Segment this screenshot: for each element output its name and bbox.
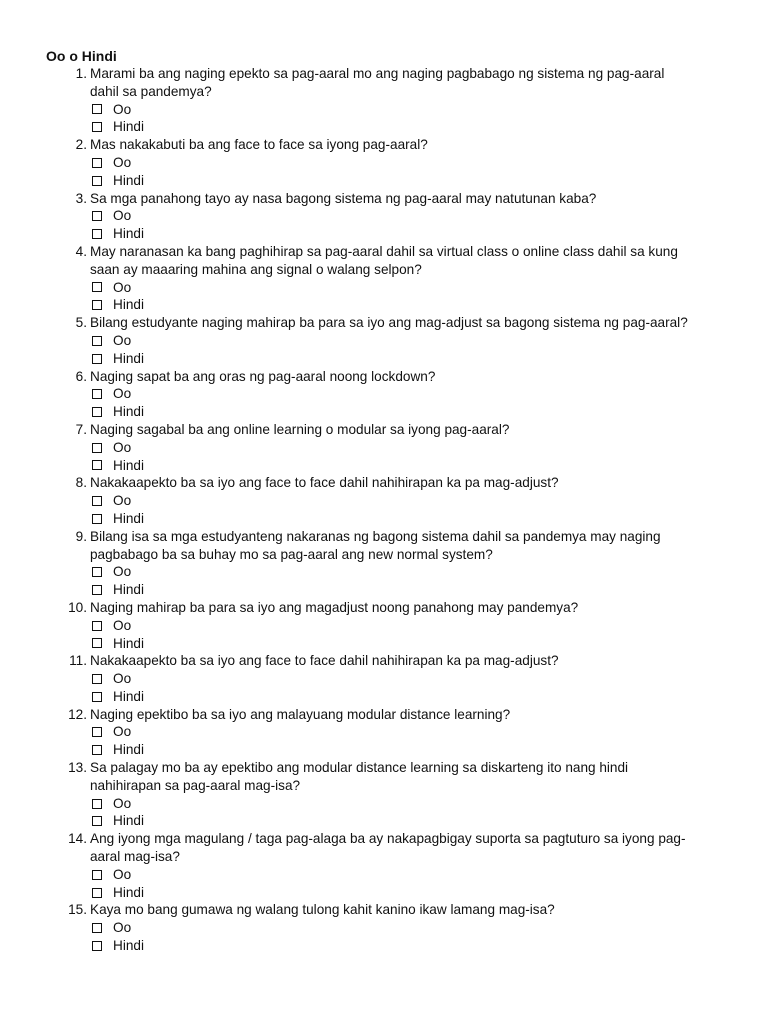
question-number: 12. — [68, 706, 87, 722]
option-label: Oo — [113, 866, 132, 882]
checkbox[interactable] — [92, 122, 102, 132]
checkbox[interactable] — [92, 514, 102, 524]
question-item — [0, 830, 768, 901]
question-text: Sa palagay mo ba ay epektibo ang modular distance learning sa diskarteng ito nang hindi nahihirapan sa pag-aaral mag-isa? — [90, 760, 629, 793]
answer-option-oo — [92, 279, 768, 297]
option-label: Hindi — [113, 688, 144, 704]
checkbox[interactable] — [92, 282, 102, 292]
question-text: Nakakaapekto ba sa iyo ang face to face dahil nahihirapan ka pa mag-adjust? — [90, 653, 559, 669]
answer-option-oo — [92, 154, 768, 172]
answer-option-oo — [92, 866, 768, 884]
question-text: Marami ba ang naging epekto sa pag-aaral mo ang naging pagbabago ng sistema ng pag-aaral dahil sa pandemya? — [90, 66, 665, 99]
option-label: Hindi — [113, 119, 144, 135]
question-item — [0, 243, 768, 314]
answer-option-oo — [92, 101, 768, 119]
question-text: Ang iyong mga magulang / taga pag-alaga ba ay nakapagbigay suporta sa pagtuturo sa iyong pag-aaral mag-isa? — [90, 831, 686, 865]
question-item — [0, 528, 768, 599]
question-text: Bilang isa sa mga estudyanteng nakaranas ng bagong sistema dahil sa pandemya may naging pagbabago ba sa buhay mo sa pag-aaral ang new normal system? — [90, 528, 661, 562]
checkbox[interactable] — [92, 336, 102, 346]
checkbox[interactable] — [92, 104, 102, 114]
question-text: Sa mga panahong tayo ay nasa bagong sistema ng pag-aaral may natutunan kaba? — [90, 190, 597, 206]
question-text: Nakakaapekto ba sa iyo ang face to face dahil nahihirapan ka pa mag-adjust? — [90, 475, 559, 491]
option-label: Oo — [113, 795, 132, 811]
option-label: Hindi — [113, 404, 144, 420]
answer-option-hindi — [92, 457, 768, 475]
question-list — [0, 65, 768, 955]
question-item — [0, 599, 768, 652]
answer-option-oo — [92, 795, 768, 813]
option-label: Oo — [113, 671, 132, 687]
checkbox[interactable] — [92, 460, 102, 470]
checkbox[interactable] — [92, 567, 102, 577]
question-number: 4. — [75, 243, 87, 259]
checkbox[interactable] — [92, 496, 102, 506]
checkbox[interactable] — [92, 389, 102, 399]
checkbox[interactable] — [92, 211, 102, 221]
answer-option-oo — [92, 207, 768, 225]
answer-option-hindi — [92, 635, 768, 653]
question-item — [0, 368, 768, 421]
answer-option-hindi — [92, 296, 768, 314]
option-label: Hindi — [113, 172, 144, 188]
answer-option-oo — [92, 385, 768, 403]
question-text: Naging epektibo ba sa iyo ang malayuang modular distance learning? — [90, 706, 511, 722]
checkbox[interactable] — [92, 176, 102, 186]
question-number: 1. — [75, 66, 87, 81]
question-item — [0, 314, 768, 367]
answer-option-oo — [92, 670, 768, 688]
option-label: Hindi — [113, 938, 144, 954]
question-number: 5. — [75, 315, 87, 331]
checkbox[interactable] — [92, 941, 102, 951]
checkbox[interactable] — [92, 158, 102, 168]
checkbox[interactable] — [92, 585, 102, 595]
answer-option-hindi — [92, 741, 768, 759]
option-label: Oo — [113, 920, 132, 936]
question-number: 7. — [75, 421, 87, 437]
answer-option-hindi — [92, 812, 768, 830]
answer-option-hindi — [92, 688, 768, 706]
checkbox[interactable] — [92, 300, 102, 310]
question-text: Naging sapat ba ang oras ng pag-aaral noong lockdown? — [90, 368, 436, 384]
checkbox[interactable] — [92, 354, 102, 364]
answer-option-oo — [92, 919, 768, 937]
question-item — [0, 706, 768, 759]
checkbox[interactable] — [92, 692, 102, 702]
page-title: Oo o Hindi — [46, 48, 117, 64]
question-item — [0, 136, 768, 189]
option-label: Hindi — [113, 226, 144, 242]
question-text: May naranasan ka bang paghihirap sa pag-aaral dahil sa virtual class o online class dahil sa kung saan ay maaaring mahina ang signal o walang selpon? — [90, 243, 678, 277]
question-number: 14. — [68, 831, 87, 847]
option-label: Hindi — [113, 742, 144, 758]
question-item — [0, 901, 768, 954]
question-number: 6. — [75, 368, 87, 384]
question-text: Bilang estudyante naging mahirap ba para sa iyo ang mag-adjust sa bagong sistema ng pag-aaral? — [90, 315, 688, 331]
option-label: Hindi — [113, 813, 144, 829]
question-number: 3. — [75, 190, 87, 206]
option-label: Hindi — [113, 510, 144, 526]
checkbox[interactable] — [92, 923, 102, 933]
checkbox[interactable] — [92, 638, 102, 648]
question-number: 13. — [68, 760, 87, 776]
answer-option-oo — [92, 492, 768, 510]
question-number: 10. — [68, 599, 87, 615]
answer-option-oo — [92, 617, 768, 635]
question-item — [0, 474, 768, 527]
checkbox[interactable] — [92, 799, 102, 809]
question-number: 2. — [75, 137, 87, 153]
question-number: 15. — [68, 902, 87, 918]
option-label: Hindi — [113, 297, 144, 313]
option-label: Hindi — [113, 635, 144, 651]
option-label: Oo — [113, 439, 132, 455]
answer-option-hindi — [92, 225, 768, 243]
option-label: Hindi — [113, 884, 144, 900]
checkbox[interactable] — [92, 443, 102, 453]
option-label: Hindi — [113, 457, 144, 473]
question-text: Mas nakakabuti ba ang face to face sa iyong pag-aaral? — [90, 137, 428, 153]
answer-option-oo — [92, 332, 768, 350]
option-label: Oo — [113, 617, 132, 633]
question-item — [0, 759, 768, 830]
question-text: Naging sagabal ba ang online learning o modular sa iyong pag-aaral? — [90, 421, 510, 437]
answer-option-hindi — [92, 118, 768, 136]
option-label: Oo — [113, 279, 132, 295]
option-label: Oo — [113, 564, 132, 580]
option-label: Oo — [113, 154, 132, 170]
answer-option-oo — [92, 563, 768, 581]
question-item — [0, 652, 768, 705]
checkbox[interactable] — [92, 229, 102, 239]
answer-option-hindi — [92, 937, 768, 955]
checkbox[interactable] — [92, 674, 102, 684]
question-item — [0, 65, 768, 136]
checkbox[interactable] — [92, 407, 102, 417]
checkbox[interactable] — [92, 870, 102, 880]
checkbox[interactable] — [92, 727, 102, 737]
answer-option-oo — [92, 723, 768, 741]
option-label: Oo — [113, 208, 132, 224]
question-text: Kaya mo bang gumawa ng walang tulong kahit kanino ikaw lamang mag-isa? — [90, 902, 555, 918]
answer-option-hindi — [92, 172, 768, 190]
answer-option-hindi — [92, 581, 768, 599]
question-number: 9. — [75, 528, 87, 544]
checkbox[interactable] — [92, 816, 102, 826]
question-item — [0, 190, 768, 243]
answer-option-hindi — [92, 403, 768, 421]
question-item — [0, 421, 768, 474]
answer-option-oo — [92, 439, 768, 457]
option-label: Hindi — [113, 350, 144, 366]
checkbox[interactable] — [92, 621, 102, 631]
checkbox[interactable] — [92, 745, 102, 755]
option-label: Oo — [113, 101, 132, 117]
answer-option-hindi — [92, 510, 768, 528]
answer-option-hindi — [92, 350, 768, 368]
answer-option-hindi — [92, 884, 768, 902]
question-number: 11. — [69, 653, 87, 669]
option-label: Oo — [113, 332, 132, 348]
question-text: Naging mahirap ba para sa iyo ang magadjust noong panahong may pandemya? — [90, 599, 579, 615]
option-label: Oo — [113, 386, 132, 402]
question-number: 8. — [75, 475, 87, 491]
option-label: Hindi — [113, 582, 144, 598]
checkbox[interactable] — [92, 888, 102, 898]
option-label: Oo — [113, 493, 132, 509]
option-label: Oo — [113, 724, 132, 740]
